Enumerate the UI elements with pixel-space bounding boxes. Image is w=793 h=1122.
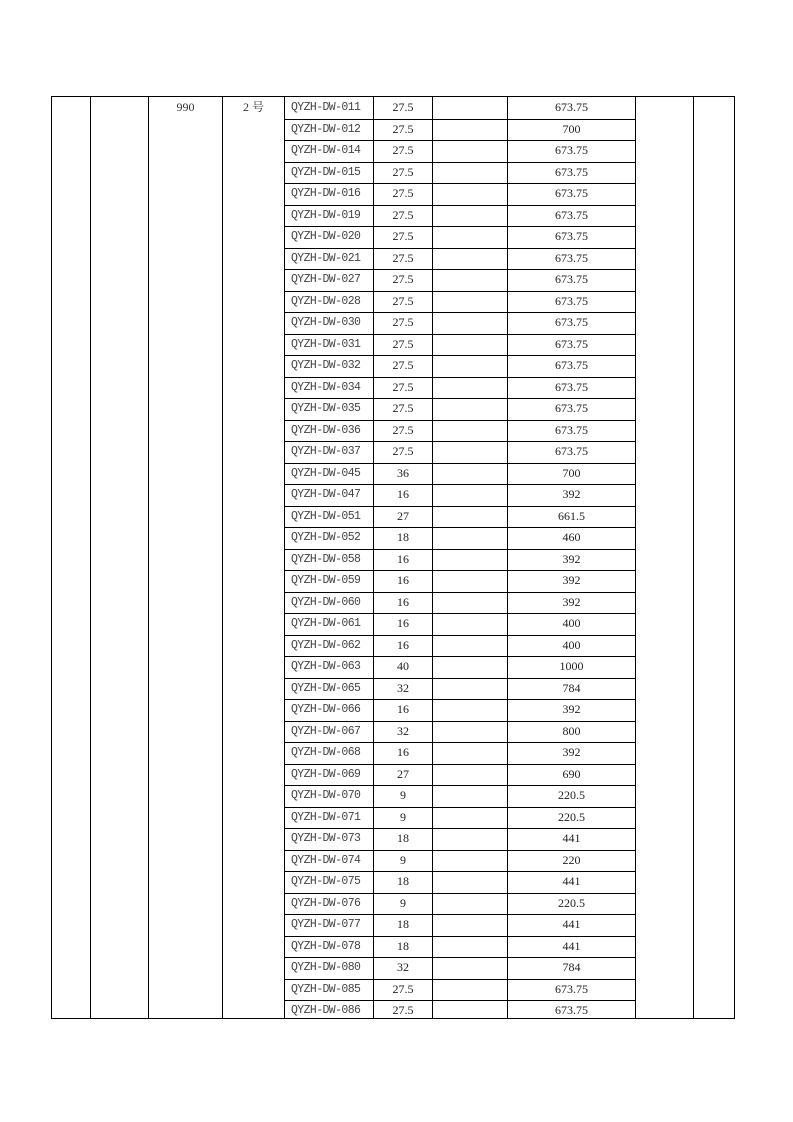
data-table <box>51 96 735 1019</box>
table-row <box>285 527 636 549</box>
item-code-cell: QYZH-DW-011 <box>291 101 361 114</box>
table-row <box>285 355 636 377</box>
amount-cell: 441 <box>562 917 581 931</box>
quantity-cell: 36 <box>397 465 409 480</box>
table-row <box>285 248 636 270</box>
empty-cell <box>433 592 507 614</box>
table-row <box>285 957 636 979</box>
table-row <box>285 226 636 248</box>
empty-cell <box>433 893 507 915</box>
amount-cell: 673.75 <box>555 186 588 200</box>
empty-cell <box>433 484 507 506</box>
amount-cell: 661.5 <box>558 508 585 523</box>
empty-cell <box>433 828 507 850</box>
unit-label-cell: 2 号 <box>242 100 264 114</box>
amount-cell: 400 <box>562 616 581 630</box>
amount-cell: 700 <box>562 465 581 480</box>
table-row <box>285 463 636 485</box>
empty-cell <box>433 269 507 291</box>
item-code-cell: QYZH-DW-076 <box>291 896 361 910</box>
item-code-cell: QYZH-DW-062 <box>291 638 361 652</box>
amount-cell: 673.75 <box>555 229 588 243</box>
quantity-cell: 16 <box>397 637 409 652</box>
row-divider <box>285 205 636 206</box>
empty-cell <box>433 635 507 657</box>
item-code-cell: QYZH-DW-077 <box>291 918 361 931</box>
empty-cell <box>433 656 507 678</box>
row-divider <box>285 807 636 808</box>
empty-cell <box>433 850 507 872</box>
table-row <box>285 377 636 399</box>
quantity-cell: 18 <box>397 938 409 953</box>
amount-cell: 673.75 <box>555 401 588 415</box>
item-code-cell: QYZH-DW-074 <box>291 853 361 867</box>
row-divider <box>285 355 636 356</box>
item-code-cell: QYZH-DW-035 <box>291 402 361 415</box>
item-code-cell: QYZH-DW-034 <box>291 380 361 394</box>
item-code-cell: QYZH-DW-078 <box>291 939 361 953</box>
table-row <box>285 699 636 721</box>
table-row <box>285 592 636 614</box>
quantity-cell: 16 <box>397 745 409 759</box>
table-row <box>285 549 636 571</box>
item-code-cell: QYZH-DW-016 <box>291 187 361 200</box>
empty-cell <box>433 807 507 829</box>
table-row <box>285 764 636 786</box>
row-divider <box>285 484 636 485</box>
quantity-cell: 16 <box>397 594 409 609</box>
quantity-cell: 9 <box>400 788 406 802</box>
item-code-cell: QYZH-DW-065 <box>291 681 361 695</box>
row-divider <box>285 463 636 464</box>
amount-cell: 673.75 <box>555 422 588 437</box>
empty-cell <box>433 742 507 764</box>
row-divider <box>285 312 636 313</box>
table-row <box>285 570 636 592</box>
empty-cell <box>433 420 507 442</box>
amount-cell: 673.75 <box>555 444 588 458</box>
amount-cell: 784 <box>562 680 581 695</box>
item-code-cell: QYZH-DW-060 <box>291 595 361 609</box>
table-row <box>285 979 636 1001</box>
row-divider <box>285 1000 636 1001</box>
row-divider <box>285 785 636 786</box>
amount-cell: 700 <box>562 121 581 136</box>
quantity-cell: 16 <box>397 616 409 630</box>
amount-cell: 673.75 <box>555 315 588 329</box>
table-row <box>285 506 636 528</box>
row-divider <box>285 871 636 872</box>
amount-cell: 392 <box>562 702 581 716</box>
empty-cell <box>433 140 507 162</box>
quantity-cell: 16 <box>397 551 409 566</box>
item-code-cell: QYZH-DW-052 <box>291 531 361 544</box>
table-row <box>285 828 636 850</box>
empty-cell <box>433 957 507 979</box>
item-code-cell: QYZH-DW-031 <box>291 337 361 351</box>
row-divider <box>285 764 636 765</box>
table-row <box>285 205 636 227</box>
empty-cell <box>433 871 507 893</box>
quantity-cell: 27.5 <box>392 336 414 351</box>
item-code-cell: QYZH-DW-015 <box>291 165 361 179</box>
quantity-cell: 18 <box>397 874 409 888</box>
item-code-cell: QYZH-DW-028 <box>291 294 361 308</box>
row-divider <box>285 979 636 980</box>
quantity-cell: 16 <box>397 487 409 501</box>
table-row <box>285 119 636 141</box>
amount-cell: 673.75 <box>555 250 588 265</box>
item-code-cell: QYZH-DW-070 <box>291 789 361 802</box>
table-row <box>285 613 636 635</box>
amount-cell: 392 <box>562 745 581 759</box>
table-row <box>285 420 636 442</box>
table-row <box>285 893 636 915</box>
amount-cell: 392 <box>562 594 581 609</box>
quantity-cell: 27.5 <box>392 1003 414 1017</box>
quantity-cell: 16 <box>397 573 409 587</box>
item-code-cell: QYZH-DW-030 <box>291 316 361 329</box>
table-row <box>285 850 636 872</box>
table-row <box>285 936 636 958</box>
amount-cell: 441 <box>562 938 581 953</box>
amount-cell: 400 <box>562 637 581 652</box>
empty-cell <box>433 441 507 463</box>
item-code-cell: QYZH-DW-059 <box>291 574 361 587</box>
row-divider <box>285 957 636 958</box>
empty-cell <box>433 613 507 635</box>
quantity-cell: 9 <box>400 809 406 824</box>
row-divider <box>285 828 636 829</box>
empty-cell <box>433 506 507 528</box>
row-divider <box>285 592 636 593</box>
row-divider <box>285 441 636 442</box>
item-code-cell: QYZH-DW-073 <box>291 832 361 845</box>
table-row <box>285 635 636 657</box>
amount-cell: 690 <box>562 766 581 781</box>
item-code-cell: QYZH-DW-027 <box>291 273 361 286</box>
row-divider <box>285 635 636 636</box>
empty-cell <box>433 570 507 592</box>
row-divider <box>285 162 636 163</box>
item-code-cell: QYZH-DW-020 <box>291 230 361 243</box>
table-row <box>285 914 636 936</box>
item-code-cell: QYZH-DW-021 <box>291 251 361 265</box>
quantity-cell: 32 <box>397 723 409 738</box>
table-row <box>285 312 636 334</box>
code-number-cell: 990 <box>176 100 195 114</box>
row-divider <box>285 570 636 571</box>
quantity-cell: 27.5 <box>392 121 414 136</box>
empty-cell <box>433 1000 507 1022</box>
empty-cell <box>433 914 507 936</box>
empty-cell <box>433 979 507 1001</box>
quantity-cell: 40 <box>397 659 409 673</box>
item-code-cell: QYZH-DW-051 <box>291 509 361 523</box>
row-divider <box>285 613 636 614</box>
empty-cell <box>433 463 507 485</box>
empty-cell <box>433 785 507 807</box>
table-row <box>285 97 636 119</box>
amount-cell: 673.75 <box>555 207 588 222</box>
quantity-cell: 27.5 <box>392 444 414 458</box>
empty-cell <box>433 764 507 786</box>
item-code-cell: QYZH-DW-014 <box>291 144 361 157</box>
quantity-cell: 18 <box>397 831 409 845</box>
item-code-cell: QYZH-DW-068 <box>291 746 361 759</box>
row-divider <box>285 269 636 270</box>
table-row <box>285 334 636 356</box>
table-row <box>285 484 636 506</box>
empty-cell <box>433 97 507 119</box>
table-row <box>285 871 636 893</box>
quantity-cell: 27.5 <box>392 229 414 243</box>
amount-cell: 673.75 <box>555 1003 588 1017</box>
row-divider <box>285 914 636 915</box>
quantity-cell: 27.5 <box>392 164 414 179</box>
empty-cell <box>433 226 507 248</box>
row-divider <box>285 140 636 141</box>
row-divider <box>285 506 636 507</box>
empty-cell <box>433 291 507 313</box>
row-divider <box>285 699 636 700</box>
amount-cell: 673.75 <box>555 379 588 394</box>
quantity-cell: 27.5 <box>392 272 414 286</box>
amount-cell: 441 <box>562 831 581 845</box>
item-code-cell: QYZH-DW-058 <box>291 552 361 566</box>
amount-cell: 220.5 <box>558 895 585 910</box>
amount-cell: 800 <box>562 723 581 738</box>
amount-cell: 673.75 <box>555 164 588 179</box>
row-divider <box>285 420 636 421</box>
column-divider <box>693 97 694 1018</box>
amount-cell: 392 <box>562 551 581 566</box>
amount-cell: 1000 <box>559 659 584 673</box>
quantity-cell: 27.5 <box>392 981 414 996</box>
empty-cell <box>433 119 507 141</box>
empty-cell <box>433 355 507 377</box>
quantity-cell: 32 <box>397 680 409 695</box>
empty-cell <box>433 312 507 334</box>
item-code-cell: QYZH-DW-080 <box>291 961 361 974</box>
quantity-cell: 27.5 <box>392 143 414 157</box>
amount-cell: 392 <box>562 487 581 501</box>
item-code-cell: QYZH-DW-069 <box>291 767 361 781</box>
amount-cell: 220.5 <box>558 809 585 824</box>
item-code-cell: QYZH-DW-037 <box>291 445 361 458</box>
quantity-cell: 27.5 <box>392 293 414 308</box>
empty-cell <box>433 527 507 549</box>
row-divider <box>285 742 636 743</box>
item-code-cell: QYZH-DW-063 <box>291 660 361 673</box>
item-code-cell: QYZH-DW-071 <box>291 810 361 824</box>
quantity-cell: 27 <box>397 766 409 781</box>
table-row <box>285 785 636 807</box>
item-code-cell: QYZH-DW-066 <box>291 703 361 716</box>
empty-cell <box>433 721 507 743</box>
quantity-cell: 9 <box>400 852 406 867</box>
row-divider <box>285 656 636 657</box>
quantity-cell: 27.5 <box>392 207 414 222</box>
row-divider <box>285 119 636 120</box>
amount-cell: 673.75 <box>555 336 588 351</box>
table-row <box>285 269 636 291</box>
row-divider <box>285 183 636 184</box>
empty-cell <box>433 678 507 700</box>
empty-cell <box>433 183 507 205</box>
quantity-cell: 18 <box>397 530 409 544</box>
amount-cell: 673.75 <box>555 981 588 996</box>
table-row <box>285 162 636 184</box>
table-row <box>285 441 636 463</box>
row-divider <box>285 549 636 550</box>
empty-cell <box>433 377 507 399</box>
item-code-cell: QYZH-DW-047 <box>291 488 361 501</box>
amount-cell: 220.5 <box>558 788 585 802</box>
quantity-cell: 32 <box>397 960 409 974</box>
row-divider <box>285 721 636 722</box>
item-code-cell: QYZH-DW-045 <box>291 466 361 480</box>
quantity-cell: 27.5 <box>392 250 414 265</box>
amount-cell: 673.75 <box>555 293 588 308</box>
quantity-cell: 9 <box>400 895 406 910</box>
item-code-cell: QYZH-DW-061 <box>291 617 361 630</box>
amount-cell: 673.75 <box>555 272 588 286</box>
table-row <box>285 398 636 420</box>
amount-cell: 460 <box>562 530 581 544</box>
row-divider <box>285 678 636 679</box>
empty-cell <box>433 936 507 958</box>
quantity-cell: 27.5 <box>392 379 414 394</box>
table-row <box>285 678 636 700</box>
empty-cell <box>433 398 507 420</box>
table-row <box>285 183 636 205</box>
table-row <box>285 1000 636 1022</box>
item-code-cell: QYZH-DW-075 <box>291 875 361 888</box>
table-row <box>285 742 636 764</box>
column-divider <box>90 97 91 1018</box>
row-divider <box>285 248 636 249</box>
table-row <box>285 656 636 678</box>
quantity-cell: 16 <box>397 702 409 716</box>
amount-cell: 441 <box>562 874 581 888</box>
row-divider <box>285 398 636 399</box>
table-row <box>285 807 636 829</box>
quantity-cell: 27.5 <box>392 186 414 200</box>
amount-cell: 673.75 <box>555 100 588 114</box>
row-divider <box>285 893 636 894</box>
row-divider <box>285 527 636 528</box>
item-code-cell: QYZH-DW-067 <box>291 724 361 738</box>
row-divider <box>285 850 636 851</box>
quantity-cell: 27.5 <box>392 100 414 114</box>
table-row <box>285 291 636 313</box>
quantity-cell: 27.5 <box>392 422 414 437</box>
quantity-cell: 27.5 <box>392 315 414 329</box>
amount-cell: 220 <box>562 852 581 867</box>
empty-cell <box>433 549 507 571</box>
item-code-cell: QYZH-DW-032 <box>291 359 361 372</box>
row-divider <box>285 334 636 335</box>
item-code-cell: QYZH-DW-012 <box>291 122 361 136</box>
column-divider <box>222 97 223 1018</box>
empty-cell <box>433 205 507 227</box>
quantity-cell: 27 <box>397 508 409 523</box>
empty-cell <box>433 334 507 356</box>
row-divider <box>285 936 636 937</box>
column-divider <box>148 97 149 1018</box>
row-divider <box>285 377 636 378</box>
amount-cell: 673.75 <box>555 143 588 157</box>
row-divider <box>285 291 636 292</box>
table-row <box>285 140 636 162</box>
item-code-cell: QYZH-DW-019 <box>291 208 361 222</box>
amount-cell: 392 <box>562 573 581 587</box>
item-code-cell: QYZH-DW-085 <box>291 982 361 996</box>
row-divider <box>285 226 636 227</box>
table-row <box>285 721 636 743</box>
amount-cell: 673.75 <box>555 358 588 372</box>
quantity-cell: 27.5 <box>392 358 414 372</box>
quantity-cell: 27.5 <box>392 401 414 415</box>
empty-cell <box>433 248 507 270</box>
amount-cell: 784 <box>562 960 581 974</box>
item-code-cell: QYZH-DW-086 <box>291 1004 361 1017</box>
item-code-cell: QYZH-DW-036 <box>291 423 361 437</box>
empty-cell <box>433 699 507 721</box>
quantity-cell: 18 <box>397 917 409 931</box>
empty-cell <box>433 162 507 184</box>
